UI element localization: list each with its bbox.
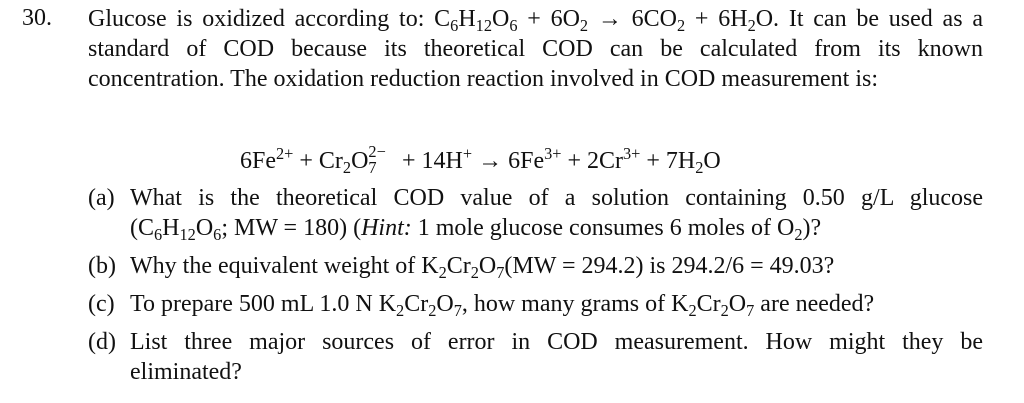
subscript: 2 xyxy=(794,225,803,245)
superscript: 2+ xyxy=(276,144,294,164)
part-b-line-1 xyxy=(130,251,983,281)
stem-text: + 6H xyxy=(685,6,748,32)
part-text: (MW = 294.2) is 294.2/6 = 49.03? xyxy=(504,253,835,279)
eq-operator: + xyxy=(567,148,581,174)
stem-line-2: standard of COD because its theoretical COD can be calculated from its known xyxy=(88,36,983,62)
stem-text: → 6CO xyxy=(588,6,677,32)
subscript: 2 xyxy=(470,263,479,283)
part-text: are needed? xyxy=(754,291,875,317)
hint-label: Hint: xyxy=(361,215,412,241)
eq-operator: + xyxy=(646,148,660,174)
stem-text: H xyxy=(458,6,476,32)
part-text: ; MW = 180) ( xyxy=(221,215,362,241)
subscript: 2 xyxy=(720,301,729,321)
part-text: Cr xyxy=(696,291,721,317)
part-text: Cr xyxy=(446,253,471,279)
subscript: 7 xyxy=(746,301,755,321)
subscript: 2 xyxy=(438,263,447,283)
superscript: 3+ xyxy=(544,144,562,164)
superscript: 2− xyxy=(368,141,386,161)
subscript: 2 xyxy=(747,16,756,36)
stem-text: O xyxy=(491,6,510,32)
subscript: 6 xyxy=(154,225,163,245)
part-body xyxy=(130,251,983,281)
superscript: + xyxy=(462,144,473,164)
eq-term: O xyxy=(351,148,369,174)
subscript: 2 xyxy=(396,301,405,321)
eq-term: 14H xyxy=(421,148,463,174)
part-d-line-1: List three major sources of error in COD measurement. How might they be xyxy=(130,329,983,355)
part-text: , how many grams of K xyxy=(461,291,689,317)
part-c-line-1 xyxy=(130,289,983,319)
part-text: O xyxy=(195,215,214,241)
subscript: 2 xyxy=(579,16,589,36)
problem-stem xyxy=(88,4,983,94)
part-body xyxy=(130,183,983,243)
subscript: 2 xyxy=(695,158,704,178)
subscript: 6 xyxy=(509,16,518,36)
part-text: )? xyxy=(802,215,822,241)
sub-questions xyxy=(88,183,983,395)
subscript: 12 xyxy=(475,16,492,36)
part-b xyxy=(88,251,983,281)
stem-text: Glucose is oxidized according to: C xyxy=(88,6,451,32)
part-text: To prepare 500 mL 1.0 N K xyxy=(130,291,397,317)
part-text: 1 mole glucose consumes 6 moles of O xyxy=(411,215,795,241)
superscript: 3+ xyxy=(623,144,641,164)
sup-sub-pair xyxy=(368,141,396,177)
part-d xyxy=(88,327,983,387)
part-a-line-2 xyxy=(130,213,983,243)
eq-term: 7H xyxy=(665,148,696,174)
part-text: O xyxy=(478,253,497,279)
subscript: 2 xyxy=(676,16,686,36)
stem-line-3: concentration. The oxidation reduction reaction involved in COD measurement is: xyxy=(88,66,879,92)
subscript: 7 xyxy=(496,263,505,283)
subscript: 2 xyxy=(688,301,697,321)
part-label: (d) xyxy=(88,329,116,355)
part-body xyxy=(130,327,983,387)
eq-term: 6Fe xyxy=(240,148,276,174)
reaction-arrow: → xyxy=(478,148,503,174)
subscript: 6 xyxy=(213,225,222,245)
question-number: 30. xyxy=(22,5,52,31)
eq-operator: + xyxy=(402,148,416,174)
part-text: H xyxy=(162,215,180,241)
part-text: Why the equivalent weight of K xyxy=(130,253,439,279)
part-label: (c) xyxy=(88,291,115,317)
part-text: O xyxy=(728,291,747,317)
part-d-line-2: eliminated? xyxy=(130,359,242,385)
subscript: 7 xyxy=(453,301,462,321)
part-c xyxy=(88,289,983,319)
eq-term: O xyxy=(703,148,721,174)
subscript: 2 xyxy=(342,158,352,178)
eq-term: 2Cr xyxy=(587,148,623,174)
eq-operator: + xyxy=(299,148,313,174)
part-body xyxy=(130,289,983,319)
part-label: (a) xyxy=(88,185,115,211)
subscript: 2 xyxy=(428,301,437,321)
redox-equation xyxy=(240,141,721,178)
part-a xyxy=(88,183,983,243)
stem-line-1 xyxy=(88,4,983,34)
part-text: O xyxy=(436,291,454,317)
subscript: 7 xyxy=(368,157,377,177)
subscript: 6 xyxy=(450,16,459,36)
part-text: Cr xyxy=(404,291,429,317)
eq-term: 6Fe xyxy=(508,148,545,174)
eq-term: Cr xyxy=(318,148,343,174)
stem-text: + 6O xyxy=(517,6,580,32)
part-a-line-1: What is the theoretical COD value of a solution containing 0.50 g/L glucose xyxy=(130,185,983,211)
part-text: (C xyxy=(130,215,154,241)
subscript: 12 xyxy=(179,225,196,245)
part-label: (b) xyxy=(88,253,116,279)
stem-text: O. It can be used as a xyxy=(755,6,983,32)
